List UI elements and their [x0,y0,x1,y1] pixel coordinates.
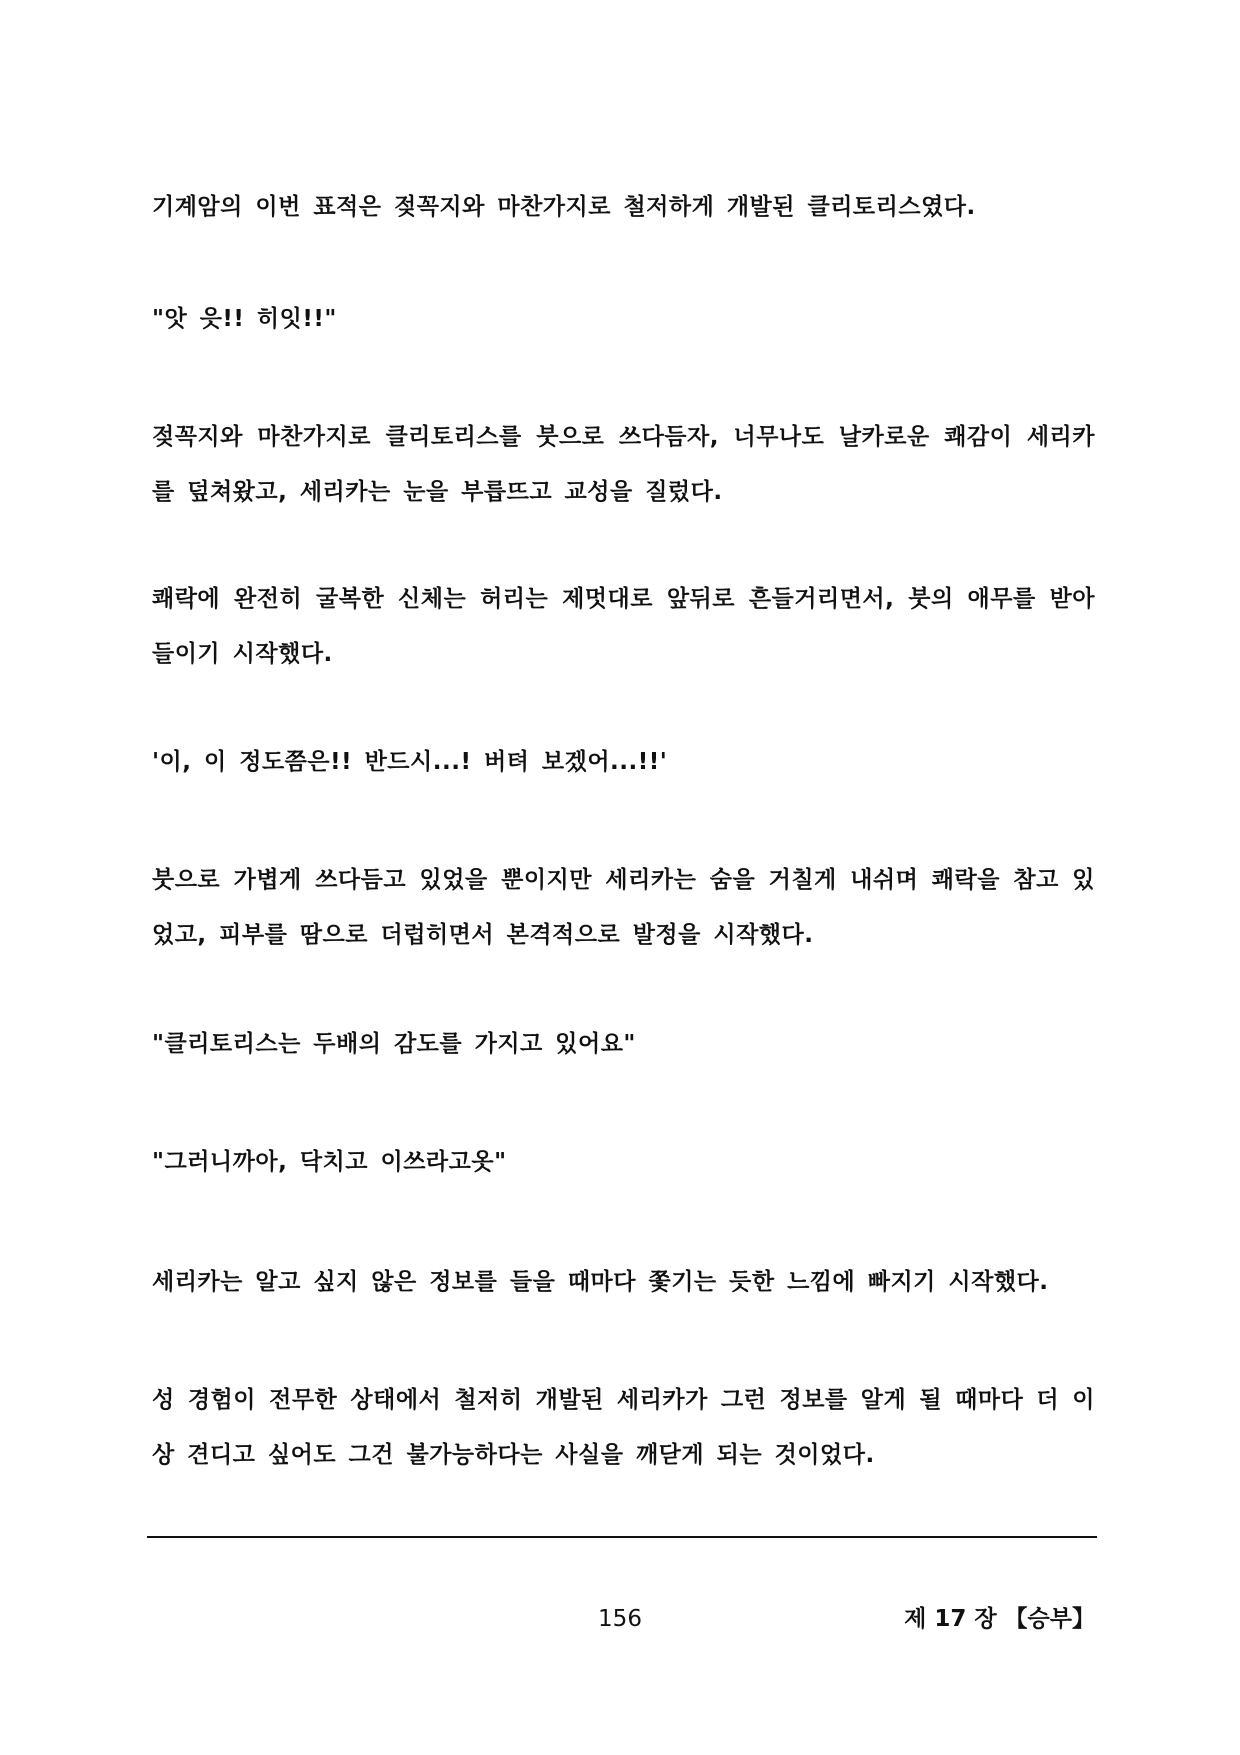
paragraph-1: 기계암의 이번 표적은 젖꼭지와 마찬가지로 철저하게 개발된 클리토리스였다. [152,194,976,220]
chapter-label: 제 17 장 【승부】 [904,1606,1095,1632]
paragraph-5-thought: '이, 이 정도쯤은!! 반드시...! 버텨 보겠어...!!' [152,749,668,775]
paragraph-4: 쾌락에 완전히 굴복한 신체는 허리는 제멋대로 앞뒤로 흔들거리면서, 붓의 애무를 받아들이기 시작했다. [152,586,1095,667]
paragraph-3: 젖꼭지와 마찬가지로 클리토리스를 붓으로 쓰다듬자, 너무나도 날카로운 쾌감이 세리카를 덮쳐왔고, 세리카는 눈을 부릅뜨고 교성을 질렀다. [152,424,1095,505]
paragraph-9: 세리카는 알고 싶지 않은 정보를 들을 때마다 쫓기는 듯한 느낌에 빠지기 시작했다. [152,1269,1049,1295]
paragraph-10: 성 경험이 전무한 상태에서 철저히 개발된 세리카가 그런 정보를 알게 될 때마다 더 이상 견디고 싶어도 그건 불가능하다는 사실을 깨닫게 되는 것이었다. [152,1387,1095,1468]
footer-divider [147,1536,1097,1538]
paragraph-8-dialogue: "그러니까아, 닥치고 이쓰라고옷" [152,1149,507,1175]
paragraph-2-dialogue: "앗 읏!! 히잇!!" [152,306,337,332]
paragraph-7-dialogue: "클리토리스는 두배의 감도를 가지고 있어요" [152,1031,636,1057]
page-number: 156 [598,1606,642,1632]
paragraph-6: 붓으로 가볍게 쓰다듬고 있었을 뿐이지만 세리카는 숨을 거칠게 내쉬며 쾌락을 참고 있었고, 피부를 땀으로 더럽히면서 본격적으로 발정을 시작했다. [152,867,1095,948]
